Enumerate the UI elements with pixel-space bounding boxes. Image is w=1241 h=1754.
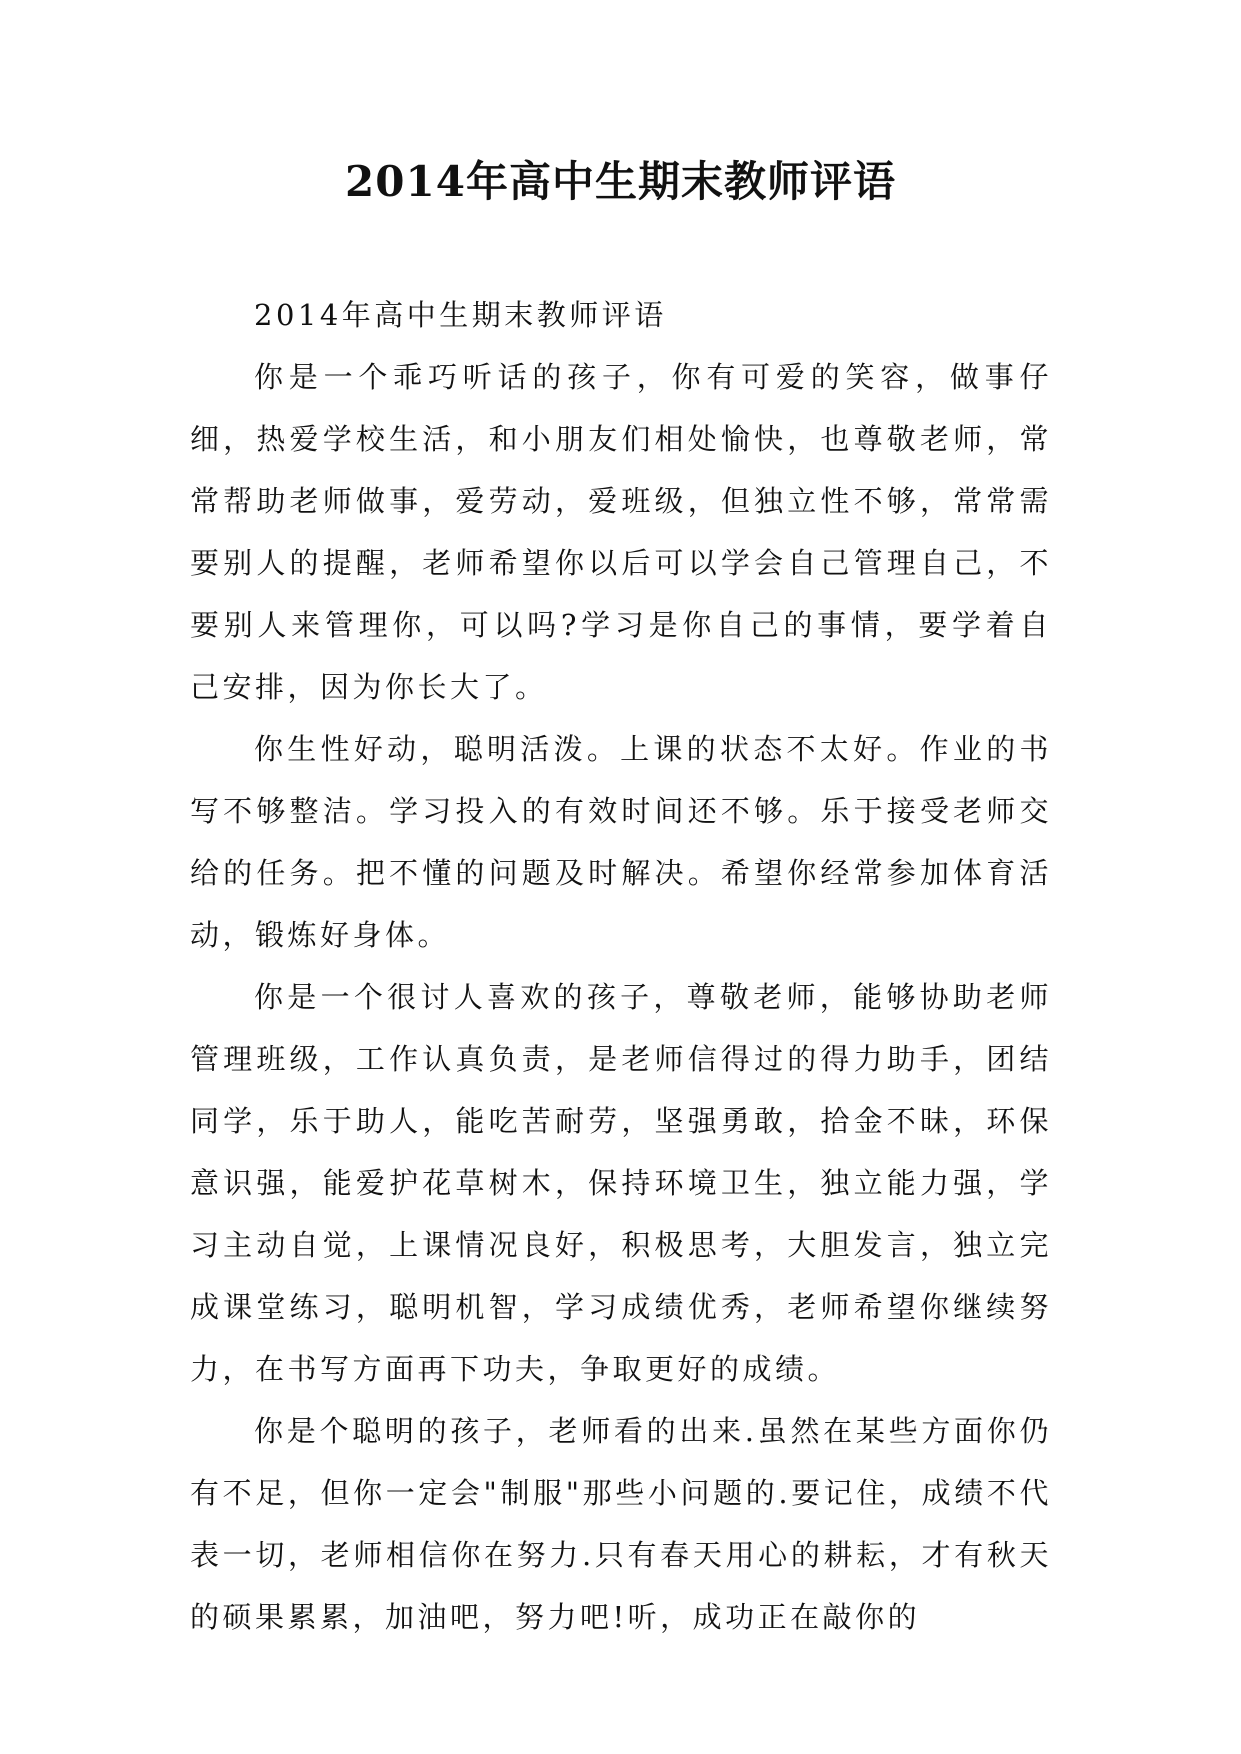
paragraph-comment-3: 你是一个很讨人喜欢的孩子，尊敬老师，能够协助老师管理班级，工作认真负责，是老师信得过的得力助手，团结同学，乐于助人，能吃苦耐劳，坚强勇敢，拾金不昧，环保意识强，能爱护花草树木，保持环境卫生，独立能力强，学习主动自觉，上课情况良好，积极思考，大胆发言，独立完成课堂练习，聪明机智，学习成绩优秀，老师希望你继续努力，在书写方面再下功夫，争取更好的成绩。 bbox=[190, 980, 1052, 1386]
paragraph-comment-2: 你生性好动，聪明活泼。上课的状态不太好。作业的书写不够整洁。学习投入的有效时间还不够。乐于接受老师交给的任务。把不懂的问题及时解决。希望你经常参加体育活动，锻炼好身体。 bbox=[190, 732, 1052, 952]
paragraph-comment-4: 你是个聪明的孩子，老师看的出来.虽然在某些方面你仍有不足，但你一定会"制服"那些小问题的.要记住，成绩不代表一切，老师相信你在努力.只有春天用心的耕耘，才有秋天的硕果累累，加油吧，努力吧!听，成功正在敲你的 bbox=[190, 1414, 1052, 1634]
paragraph-heading: 2014年高中生期末教师评语 bbox=[254, 298, 667, 332]
paragraph-comment-1: 你是一个乖巧听话的孩子，你有可爱的笑容，做事仔细，热爱学校生活，和小朋友们相处愉快，也尊敬老师，常常帮助老师做事，爱劳动，爱班级，但独立性不够，常常需要别人的提醒，老师希望你以后可以学会自己管理自己，不要别人来管理你，可以吗?学习是你自己的事情，要学着自己安排，因为你长大了。 bbox=[190, 360, 1052, 704]
document-title: 2014年高中生期末教师评语 bbox=[345, 157, 896, 206]
document-body bbox=[190, 284, 1052, 1648]
